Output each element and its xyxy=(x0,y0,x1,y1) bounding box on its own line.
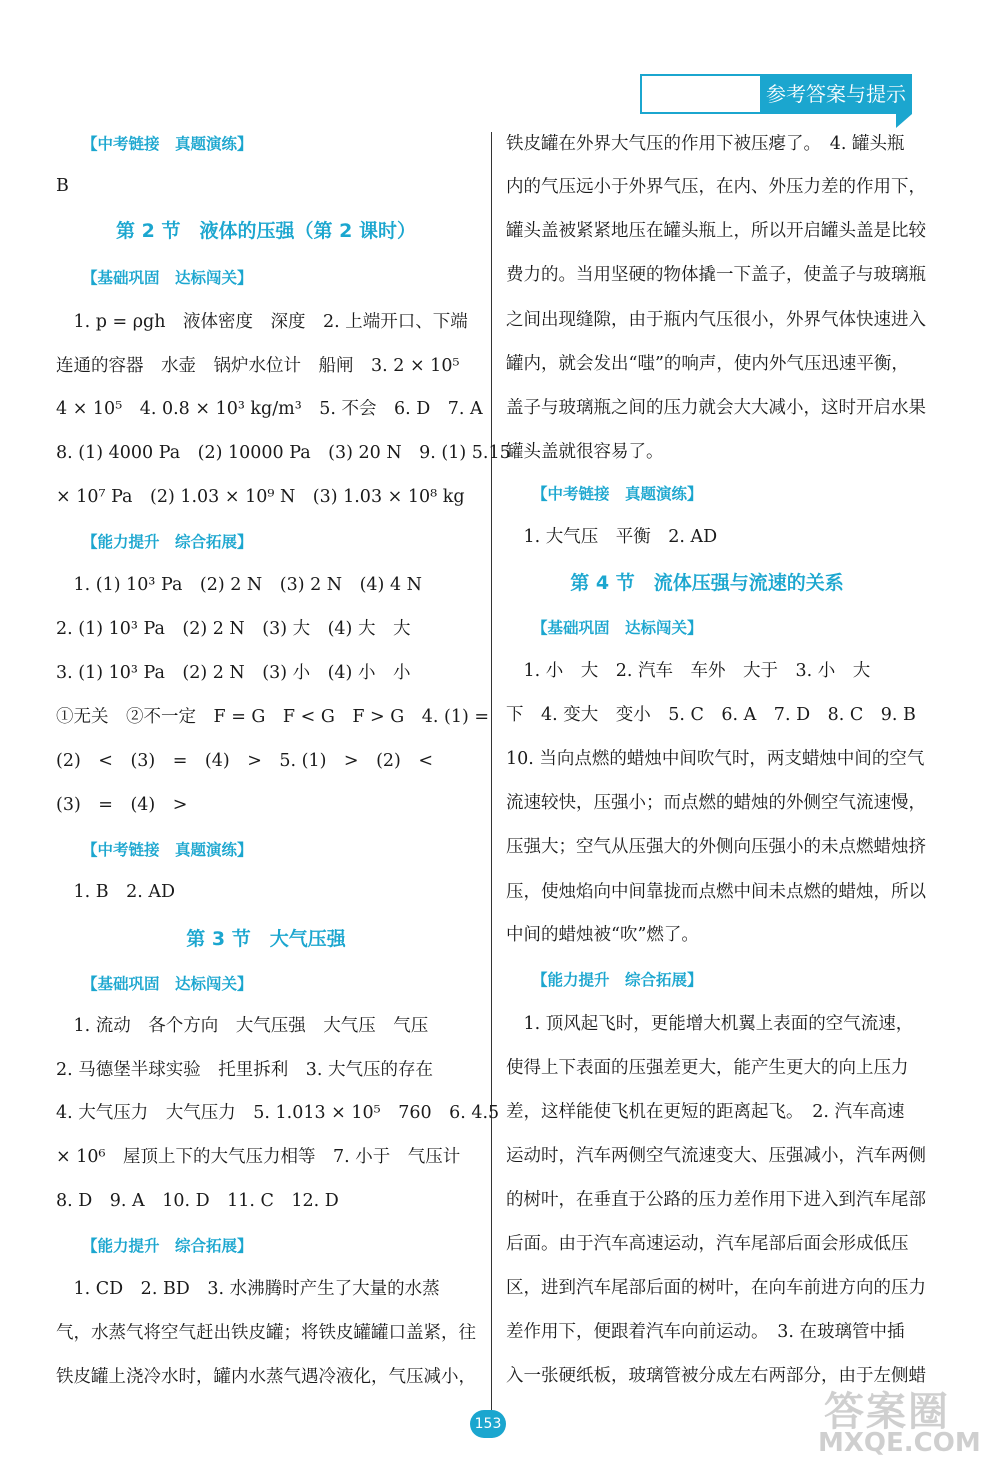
answer-line: ①无关 ②不一定 F = G F < G F > G 4. (1) = xyxy=(56,707,490,727)
watermark-line2: MXQE.COM xyxy=(818,1428,981,1458)
answer-line: 1. 大气压 平衡 2. AD xyxy=(506,527,718,547)
answer-line: 4 × 10⁵ 4. 0.8 × 10³ kg/m³ 5. 不会 6. D 7. A xyxy=(56,399,483,419)
answer-line: 1. CD 2. BD 3. 水沸腾时产生了大量的水蒸 xyxy=(56,1279,440,1299)
answer-line: 2. (1) 10³ Pa (2) 2 N (3) 大 (4) 大 大 xyxy=(56,619,411,639)
answer-line: 铁皮罐在外界大气压的作用下被压瘪了。 4. 罐头瓶 xyxy=(506,134,905,154)
answer-line: 的树叶，在垂直于公路的压力差作用下进入到汽车尾部 xyxy=(506,1190,926,1210)
answer-line: 1. 流动 各个方向 大气压强 大气压 气压 xyxy=(56,1016,429,1036)
answer-line: 连通的容器 水壶 锅炉水位计 船闸 3. 2 × 10⁵ xyxy=(56,356,460,376)
answer-line: 1. 小 大 2. 汽车 车外 大于 3. 小 大 xyxy=(506,661,871,681)
answer-line: 铁皮罐上浇冷水时，罐内水蒸气遇冷液化，气压减小， xyxy=(56,1367,476,1387)
answer-line: 费力的。当用坚硬的物体撬一下盖子，使盖子与玻璃瓶 xyxy=(506,265,926,285)
answer-line: 压，使烛焰向中间靠拢而点燃中间未点燃的蜡烛，所以 xyxy=(506,882,926,902)
section-tag: 【能力提升 综合拓展】 xyxy=(82,533,253,551)
answer-line: 入一张硬纸板，玻璃管被分成左右两部分，由于左侧蜡 xyxy=(506,1366,926,1386)
answer-line: 运动时，汽车两侧空气流速变大、压强减小，汽车两侧 xyxy=(506,1146,926,1166)
page-number: 153 xyxy=(470,1410,506,1438)
section-title: 第 4 节 流体压强与流速的关系 xyxy=(570,572,844,594)
answer-line: 4. 大气压力 大气压力 5. 1.013 × 10⁵ 760 6. 4.5 xyxy=(56,1103,500,1123)
answer-line: 差，这样能使飞机在更短的距离起飞。 2. 汽车高速 xyxy=(506,1102,905,1122)
answer-line: 差作用下，便跟着汽车向前运动。 3. 在玻璃管中插 xyxy=(506,1322,905,1342)
answer-line: 2. 马德堡半球实验 托里拆利 3. 大气压的存在 xyxy=(56,1060,434,1080)
answer-line: 1. 顶风起飞时，更能增大机翼上表面的空气流速， xyxy=(506,1014,914,1034)
header-tab-decoration xyxy=(896,114,912,128)
answer-line: 使得上下表面的压强差更大，能产生更大的向上压力 xyxy=(506,1058,909,1078)
answer-line: 罐头盖就很容易了。 xyxy=(506,442,664,462)
section-tag: 【基础巩固 达标闯关】 xyxy=(82,975,253,993)
answer-line: × 10⁷ Pa (2) 1.03 × 10⁹ N (3) 1.03 × 10⁸ kg xyxy=(56,487,465,507)
answer-line: 后面。由于汽车高速运动，汽车尾部后面会形成低压 xyxy=(506,1234,909,1254)
section-tag: 【能力提升 综合拓展】 xyxy=(82,1237,253,1255)
answer-line: (2) < (3) = (4) > 5. (1) > (2) < xyxy=(56,751,434,771)
section-title: 第 3 节 大气压强 xyxy=(186,928,346,950)
answer-line: 中间的蜡烛被“吹”燃了。 xyxy=(506,925,699,945)
answer-line: 10. 当向点燃的蜡烛中间吹气时，两支蜡烛中间的空气 xyxy=(506,749,925,769)
section-tag: 【能力提升 综合拓展】 xyxy=(532,971,703,989)
answer-line: 罐内，就会发出“嗤”的响声，使内外气压迅速平衡， xyxy=(506,354,909,374)
answer-line: 区，进到汽车尾部后面的树叶，在向车前进方向的压力 xyxy=(506,1278,926,1298)
section-title: 第 2 节 液体的压强（第 2 课时） xyxy=(116,220,416,242)
header-title: 参考答案与提示 xyxy=(760,74,912,114)
section-tag: 【基础巩固 达标闯关】 xyxy=(532,619,703,637)
section-tag: 【基础巩固 达标闯关】 xyxy=(82,269,253,287)
answer-line: B xyxy=(56,176,69,196)
answer-line: 下 4. 变大 变小 5. C 6. A 7. D 8. C 9. B xyxy=(506,705,916,725)
answer-line: 3. (1) 10³ Pa (2) 2 N (3) 小 (4) 小 小 xyxy=(56,663,411,683)
answer-line: 1. p = ρgh 液体密度 深度 2. 上端开口、下端 xyxy=(56,312,468,332)
answer-line: 8. (1) 4000 Pa (2) 10000 Pa (3) 20 N 9. (1) 5.15 xyxy=(56,443,511,463)
answer-line: 1. B 2. AD xyxy=(56,882,176,902)
answer-line: 流速较快，压强小；而点燃的蜡烛的外侧空气流速慢， xyxy=(506,793,926,813)
column-divider xyxy=(491,132,492,1417)
answer-line: 压强大；空气从压强大的外侧向压强小的未点燃蜡烛挤 xyxy=(506,837,926,857)
watermark-logo xyxy=(808,1380,988,1460)
answer-line: 1. (1) 10³ Pa (2) 2 N (3) 2 N (4) 4 N xyxy=(56,575,422,595)
section-tag: 【中考链接 真题演练】 xyxy=(82,841,253,859)
section-tag: 【中考链接 真题演练】 xyxy=(532,485,703,503)
answer-line: 8. D 9. A 10. D 11. C 12. D xyxy=(56,1191,339,1211)
answer-line: 内的气压远小于外界气压，在内、外压力差的作用下， xyxy=(506,177,926,197)
watermark-line1: 答案圈 xyxy=(824,1389,950,1435)
answer-line: 盖子与玻璃瓶之间的压力就会大大减小，这时开启水果 xyxy=(506,398,926,418)
answer-line: 罐头盖被紧紧地压在罐头瓶上，所以开启罐头盖是比较 xyxy=(506,221,926,241)
section-tag: 【中考链接 真题演练】 xyxy=(82,135,253,153)
answer-line: 之间出现缝隙，由于瓶内气压很小，外界气体快速进入 xyxy=(506,310,926,330)
answer-line: × 10⁶ 屋顶上下的大气压力相等 7. 小于 气压计 xyxy=(56,1147,461,1167)
answer-line: (3) = (4) > xyxy=(56,795,188,815)
answer-line: 气，水蒸气将空气赶出铁皮罐；将铁皮罐罐口盖紧，往 xyxy=(56,1323,476,1343)
